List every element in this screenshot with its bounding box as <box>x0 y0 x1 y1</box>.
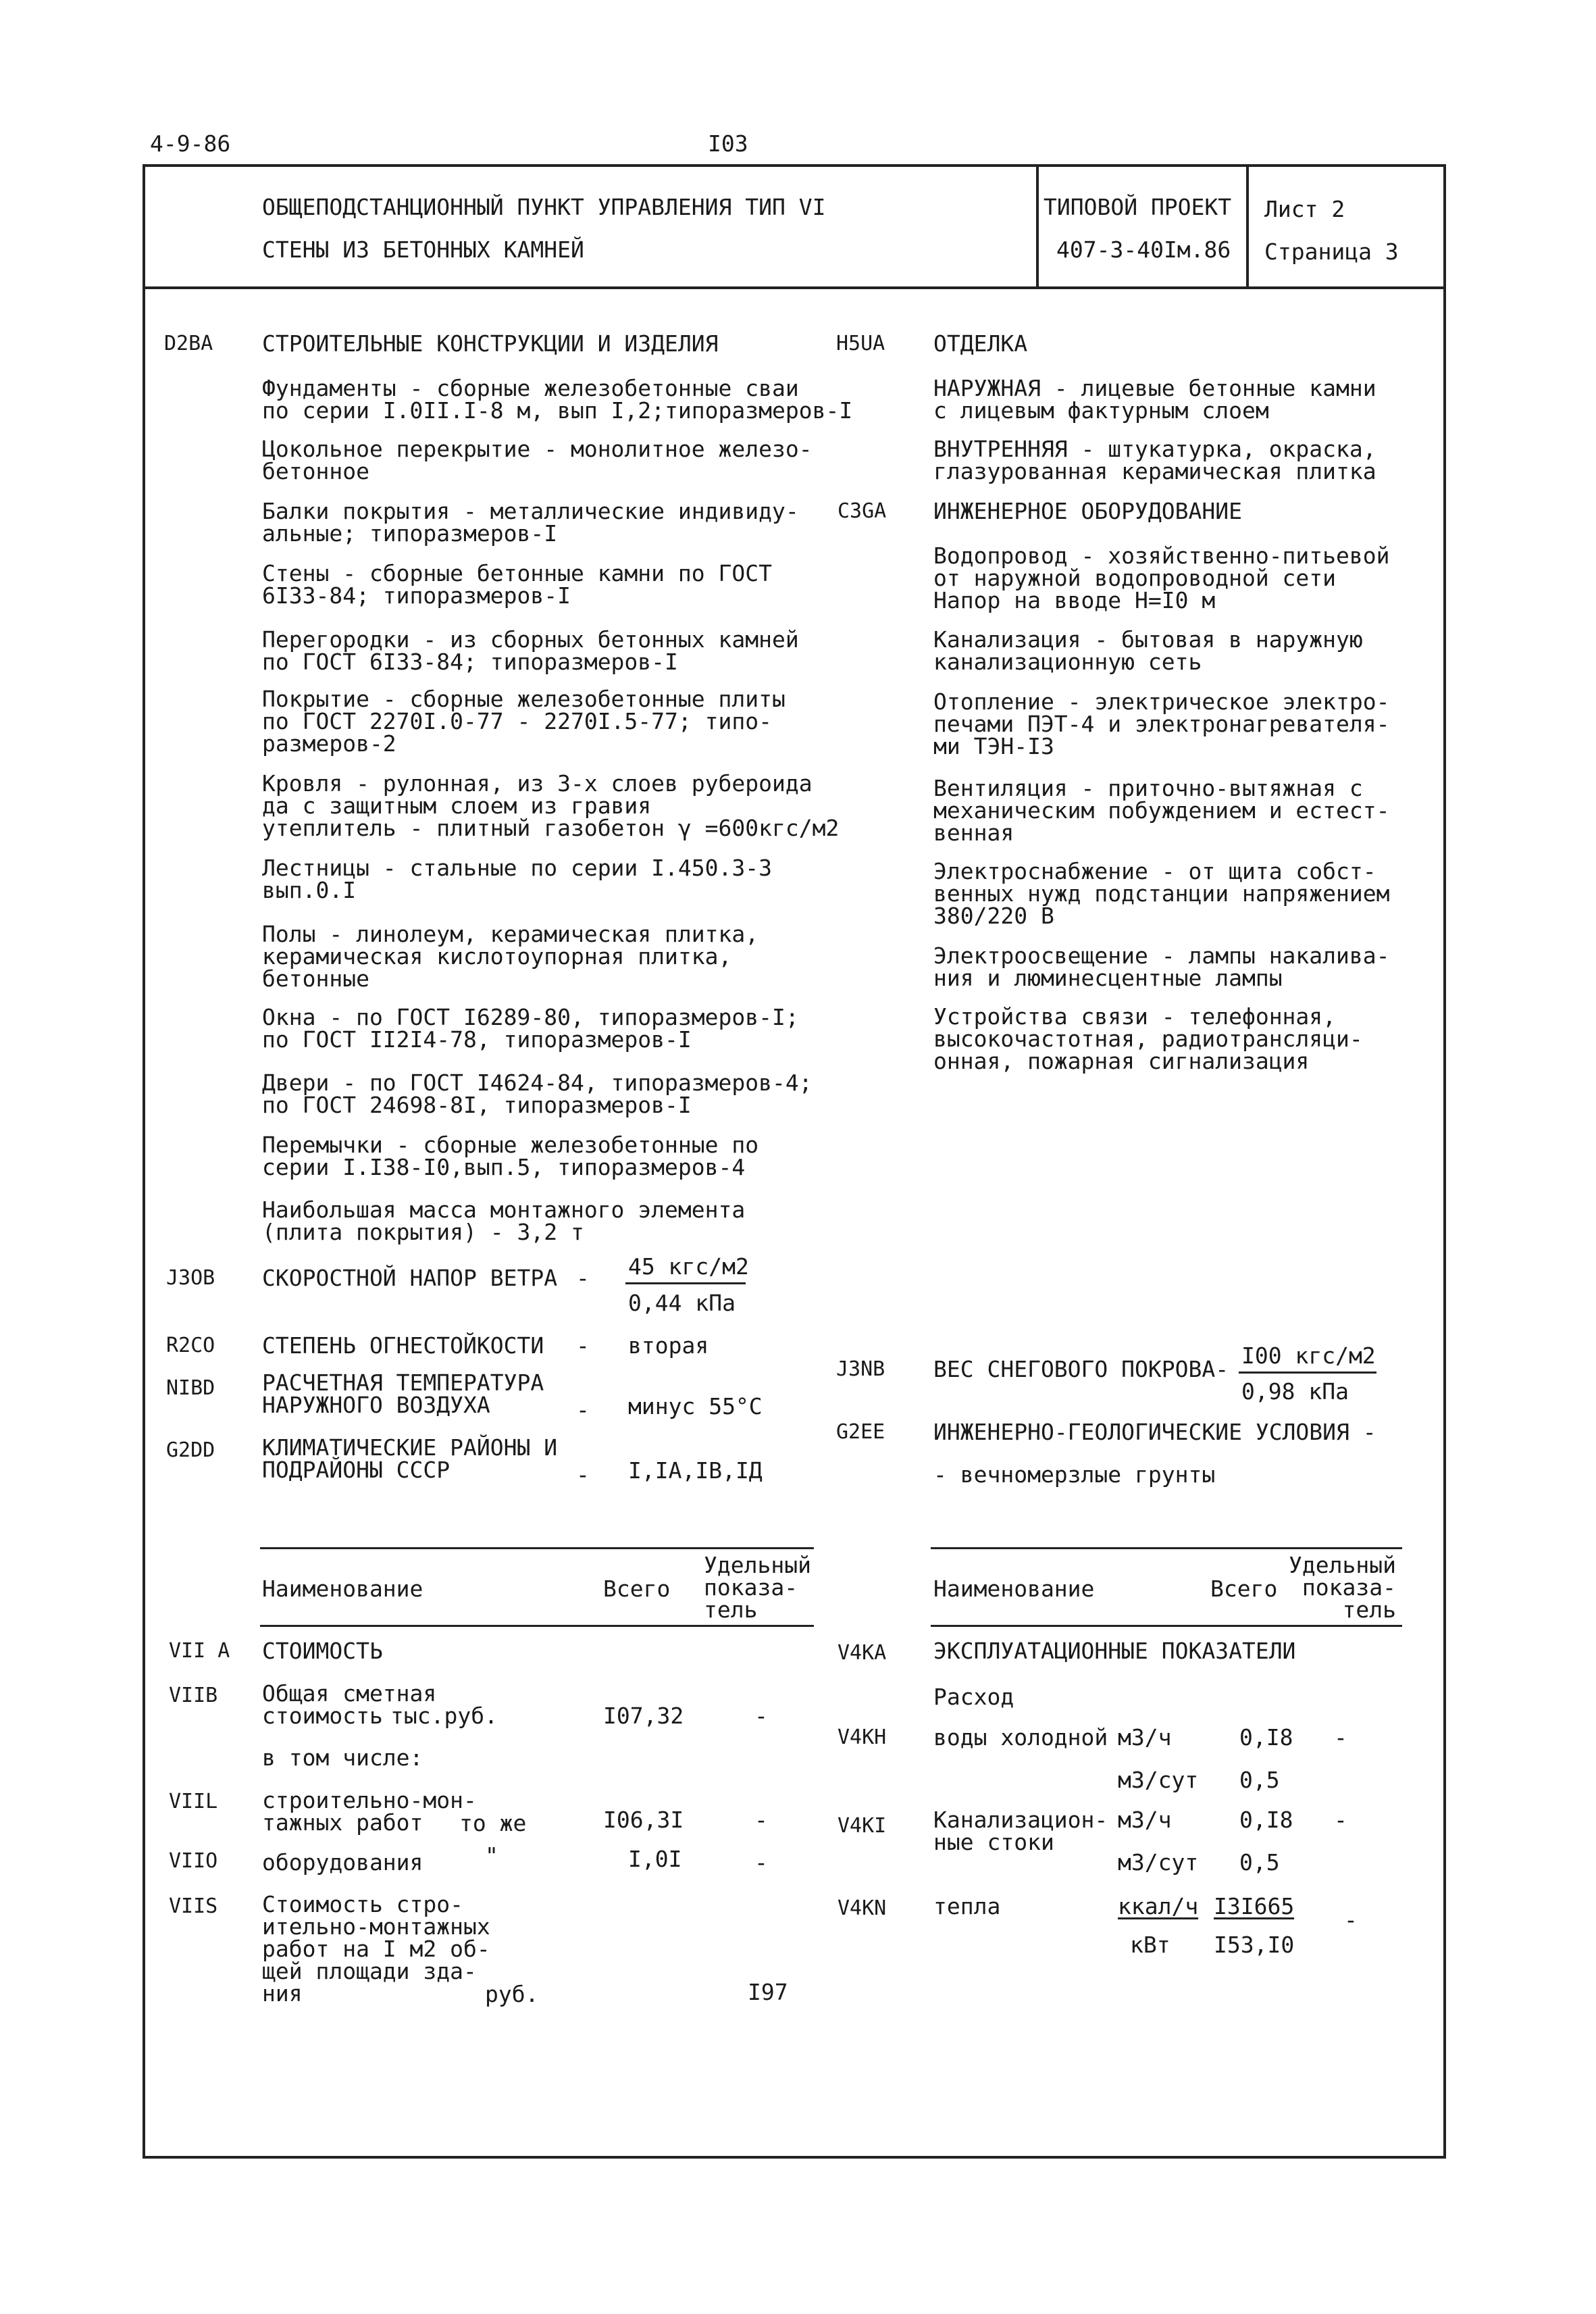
cost-row-specific: - <box>754 1849 768 1876</box>
project-number: 407-3-40Iм.86 <box>1056 236 1231 263</box>
ops-row-specific: - <box>1344 1907 1358 1933</box>
ops-row-name: тепла <box>933 1893 1001 1919</box>
equipment-item: Электроосвещение - лампы накалива- ния и люминесцентные лампы <box>933 942 1390 991</box>
ops-header-specific: Удельный показа- тель <box>1289 1552 1396 1623</box>
ops-row-unit: м3/сут <box>1118 1849 1199 1876</box>
cost-row-name: Стоимость стро- ительно-монтажных работ на I м2 об- щей площади зда- ния <box>262 1891 490 2007</box>
equipment-item: Отопление - электрическое электро- печами ПЭТ-4 и электронагревателя- ми ТЭН-I3 <box>933 688 1390 759</box>
ops-row-value: 0,I8 <box>1239 1807 1293 1833</box>
snow-label: ВЕС СНЕГОВОГО ПОКРОВА- <box>933 1356 1229 1382</box>
cost-row-unit: руб. <box>485 1981 539 2007</box>
cost-row-unit: тыс.руб. <box>390 1703 498 1729</box>
code-fire: R2CO <box>166 1334 215 1357</box>
page-label: Страница 3 <box>1264 238 1399 265</box>
ops-header-total: Всего <box>1210 1576 1278 1602</box>
constructions-item: Лестницы - стальные по серии I.450.3-3 вып.0.I <box>262 855 772 903</box>
cost-header-total: Всего <box>603 1576 671 1602</box>
fire-dash: - <box>576 1332 590 1359</box>
ops-row-unit: м3/сут <box>1118 1767 1199 1793</box>
cost-row-total: I,0I <box>628 1846 682 1872</box>
snow-fraction-line <box>1239 1372 1376 1374</box>
constructions-item: Двери - по ГОСТ I4624-84, типоразмеров-4; по ГОСТ 24698-8I, типоразмеров-I <box>262 1070 813 1118</box>
cost-row-name: СТОИМОСТЬ <box>262 1638 383 1664</box>
cost-row-code: VIIL <box>169 1790 218 1813</box>
constructions-item: Стены - сборные бетонные камни по ГОСТ 6I33-84; типоразмеров-I <box>262 560 772 609</box>
ops-row-value: I53,I0 <box>1214 1932 1295 1958</box>
fire-value: вторая <box>628 1332 709 1359</box>
ops-row-name: Расход <box>933 1684 1014 1710</box>
cost-row-total: I06,3I <box>603 1807 684 1833</box>
title-block-divider <box>143 286 1446 289</box>
ops-table-top-rule <box>931 1547 1402 1549</box>
code-geology: G2EE <box>836 1420 885 1444</box>
code-climate: G2DD <box>166 1438 215 1462</box>
geology-label: ИНЖЕНЕРНО-ГЕОЛОГИЧЕСКИЕ УСЛОВИЯ - <box>933 1419 1376 1445</box>
ops-row-unit: м3/ч <box>1118 1724 1172 1751</box>
cost-row-name: оборудования <box>262 1849 423 1876</box>
cost-row-code: VIIS <box>169 1894 218 1918</box>
heading-equipment: ИНЖЕНЕРНОЕ ОБОРУДОВАНИЕ <box>933 498 1242 524</box>
finish-item: ВНУТРЕННЯЯ - штукатурка, окраска, глазурованная керамическая плитка <box>933 436 1376 484</box>
code-temperature: NIBD <box>166 1376 215 1400</box>
code-snow: J3NB <box>836 1357 885 1381</box>
wind-dash: - <box>576 1265 590 1291</box>
cost-row-name: в том числе: <box>262 1744 423 1771</box>
snow-value-kpa: 0,98 кПа <box>1241 1378 1349 1405</box>
ops-row-name: воды холодной <box>933 1724 1108 1751</box>
code-constructions: D2BA <box>164 332 213 355</box>
heading-finish: ОТДЕЛКА <box>933 330 1028 357</box>
cost-table-top-rule <box>260 1547 814 1549</box>
ops-row-unit: ккал/ч <box>1118 1893 1199 1919</box>
ops-row-value: 0,5 <box>1239 1767 1280 1793</box>
cost-row-specific: I97 <box>748 1979 788 2005</box>
constructions-item: Балки покрытия - металлические индивиду- альные; типоразмеров-I <box>262 498 799 547</box>
document-code: 4-9-86 <box>150 130 231 157</box>
cost-row-code: VIIB <box>169 1684 218 1707</box>
wind-value-kpa: 0,44 кПа <box>628 1290 736 1316</box>
constructions-item: Наибольшая масса монтажного элемента (плита покрытия) - 3,2 т <box>262 1197 746 1245</box>
cost-row-specific: - <box>754 1807 768 1833</box>
title-block-col1 <box>1036 164 1039 288</box>
cost-header-name: Наименование <box>262 1576 423 1602</box>
geology-value: - вечномерзлые грунты <box>933 1461 1216 1488</box>
temperature-label: РАСЧЕТНАЯ ТЕМПЕРАТУРА НАРУЖНОГО ВОЗДУХА <box>262 1369 544 1418</box>
finish-item: НАРУЖНАЯ - лицевые бетонные камни с лицевым фактурным слоем <box>933 375 1376 424</box>
cost-row-unit: то же <box>459 1810 527 1836</box>
constructions-item: Перегородки - из сборных бетонных камней по ГОСТ 6I33-84; типоразмеров-I <box>262 626 799 675</box>
constructions-item: Фундаменты - сборные железобетонные сваи по серии I.0II.I-8 м, вып I,2;типоразмеров-I <box>262 375 853 424</box>
climate-label: КЛИМАТИЧЕСКИЕ РАЙОНЫ И ПОДРАЙОНЫ СССР <box>262 1434 558 1483</box>
ops-row-unit: кВт <box>1130 1932 1170 1958</box>
equipment-item: Вентиляция - приточно-вытяжная с механическим побуждением и естест- венная <box>933 775 1390 846</box>
equipment-item: Устройства связи - телефонная, высокочастотная, радиотрансляци- онная, пожарная сигнализация <box>933 1003 1363 1074</box>
ops-row-value: I3I665 <box>1214 1893 1295 1919</box>
temperature-value: минус 55°С <box>628 1393 763 1419</box>
equipment-item: Канализация - бытовая в наружную канализационную сеть <box>933 626 1363 675</box>
code-wind: J3OB <box>166 1266 215 1290</box>
heading-constructions: СТРОИТЕЛЬНЫЕ КОНСТРУКЦИИ И ИЗДЕЛИЯ <box>262 330 719 357</box>
ops-row-specific: - <box>1334 1807 1347 1833</box>
wind-value-kgs: 45 кгс/м2 <box>628 1253 749 1280</box>
constructions-item: Покрытие - сборные железобетонные плиты по ГОСТ 2270I.0-77 - 2270I.5-77; типо- размеров-2 <box>262 686 786 757</box>
code-finish: H5UA <box>836 332 885 355</box>
cost-row-unit: " <box>485 1842 498 1869</box>
ops-header-name: Наименование <box>933 1576 1095 1602</box>
ops-row-value: 0,5 <box>1239 1849 1280 1876</box>
sheet-number: Лист 2 <box>1264 196 1345 222</box>
cost-table-header-rule <box>260 1625 814 1627</box>
constructions-item: Перемычки - сборные железобетонные по серии I.I38-I0,вып.5, типоразмеров-4 <box>262 1132 759 1180</box>
temperature-dash: - <box>576 1397 590 1423</box>
ops-row-name: Канализацион- ные стоки <box>933 1807 1108 1855</box>
project-label: ТИПОВОЙ ПРОЕКТ <box>1044 194 1232 220</box>
equipment-item: Водопровод - хозяйственно-питьевой от наружной водопроводной сети Напор на вводе Н=I0 м <box>933 543 1390 613</box>
constructions-item: Цокольное перекрытие - монолитное железо- бетонное <box>262 436 813 484</box>
cost-row-name: Общая сметная стоимость <box>262 1680 437 1729</box>
snow-value-kgs: I00 кгс/м2 <box>1241 1342 1376 1369</box>
ops-table-header-rule <box>931 1625 1402 1627</box>
ops-row-specific: - <box>1334 1724 1347 1751</box>
equipment-item: Электроснабжение - от щита собст- венных нужд подстанции напряжением 380/220 В <box>933 858 1390 929</box>
title-line-2: СТЕНЫ ИЗ БЕТОННЫХ КАМНЕЙ <box>262 236 584 263</box>
ops-row-code: V4KN <box>838 1896 887 1920</box>
ops-row-name: ЭКСПЛУАТАЦИОННЫЕ ПОКАЗАТЕЛИ <box>933 1638 1296 1664</box>
cost-header-specific: Удельный показа- тель <box>704 1552 811 1623</box>
title-block-col2 <box>1246 164 1249 288</box>
constructions-item: Окна - по ГОСТ I6289-80, типоразмеров-I; по ГОСТ II2I4-78, типоразмеров-I <box>262 1004 799 1053</box>
constructions-item: Полы - линолеум, керамическая плитка, керамическая кислотоупорная плитка, бетонные <box>262 921 759 992</box>
code-equipment: C3GA <box>838 499 887 523</box>
ops-row-code: V4KA <box>838 1641 887 1665</box>
climate-value: I,IA,IB,IД <box>628 1457 763 1484</box>
ops-row-code: V4KI <box>838 1814 887 1838</box>
ops-row-value: 0,I8 <box>1239 1724 1293 1751</box>
ops-row-code: V4KH <box>838 1726 887 1749</box>
constructions-item: Кровля - рулонная, из 3-х слоев рубероида да с защитным слоем из гравия утеплитель - плитный газобетон γ =600кгс/м2 <box>262 770 840 841</box>
cost-row-code: VII A <box>169 1639 230 1663</box>
ops-row-unit: м3/ч <box>1118 1807 1172 1833</box>
wind-label: СКОРОСТНОЙ НАПОР ВЕТРА <box>262 1265 558 1291</box>
fire-label: СТЕПЕНЬ ОГНЕСТОЙКОСТИ <box>262 1332 544 1359</box>
cost-row-total: I07,32 <box>603 1703 684 1729</box>
cost-row-specific: - <box>754 1703 768 1729</box>
climate-dash: - <box>576 1461 590 1488</box>
wind-fraction-line <box>625 1282 746 1284</box>
page-number: I03 <box>708 130 748 157</box>
cost-row-name: строительно-мон- тажных работ <box>262 1787 477 1836</box>
title-line-1: ОБЩЕПОДСТАНЦИОННЫЙ ПУНКТ УПРАВЛЕНИЯ ТИП VI <box>262 194 826 220</box>
cost-row-code: VIIO <box>169 1849 218 1873</box>
